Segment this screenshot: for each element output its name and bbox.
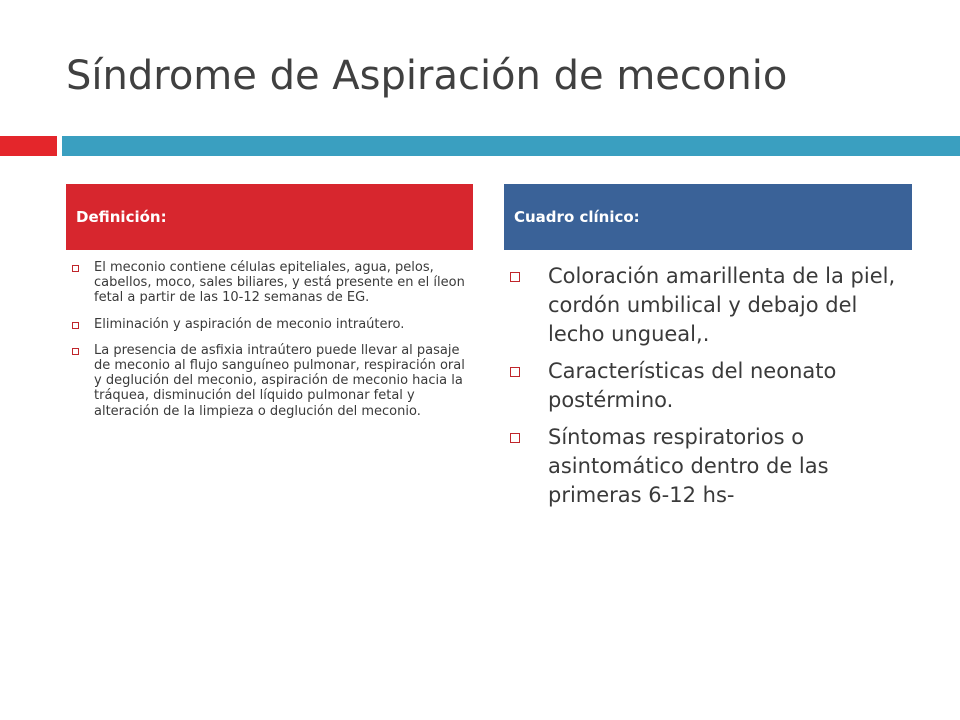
definition-list [72,260,468,430]
definition-item-text: El meconio contiene células epiteliales, agua, pelos, cabellos, moco, sales biliares, y está presente en el íleon fetal a partir de las 10-12 semanas de EG. [94,260,465,306]
definition-list-item [72,343,468,419]
definition-list-item [72,260,468,306]
definition-item-text: La presencia de asfixia intraútero puede llevar al pasaje de meconio al flujo sanguíneo pulmonar, respiración oral y deglución del meconio, aspiración de meconio hacia la tráquea, disminución del líquido pulmonar fetal y alteración de la limpieza o deglución del meconio. [94,342,465,419]
clinical-picture-list-item [510,423,910,510]
accent-bar-red [0,136,57,156]
hollow-square-icon [72,322,79,329]
clinical-picture-list [510,262,910,518]
definition-header [66,184,473,250]
accent-bar-teal [62,136,960,156]
definition-item-text: Eliminación y aspiración de meconio intraútero. [94,316,405,332]
hollow-square-icon [510,272,520,282]
slide-title: Síndrome de Aspiración de meconio [66,53,788,99]
clinical-picture-list-item [510,262,910,349]
hollow-square-icon [72,265,79,272]
definition-list-item [72,317,468,332]
clinical-picture-item-text: Síntomas respiratorios o asintomático dentro de las primeras 6-12 hs- [548,425,829,507]
clinical-picture-header-label: Cuadro clínico: [514,208,640,226]
hollow-square-icon [510,433,520,443]
clinical-picture-header [504,184,912,250]
hollow-square-icon [72,348,79,355]
hollow-square-icon [510,367,520,377]
definition-header-label: Definición: [76,208,167,226]
clinical-picture-item-text: Características del neonato postérmino. [548,359,837,412]
clinical-picture-list-item [510,357,910,415]
clinical-picture-item-text: Coloración amarillenta de la piel, cordón umbilical y debajo del lecho ungueal,. [548,264,896,346]
